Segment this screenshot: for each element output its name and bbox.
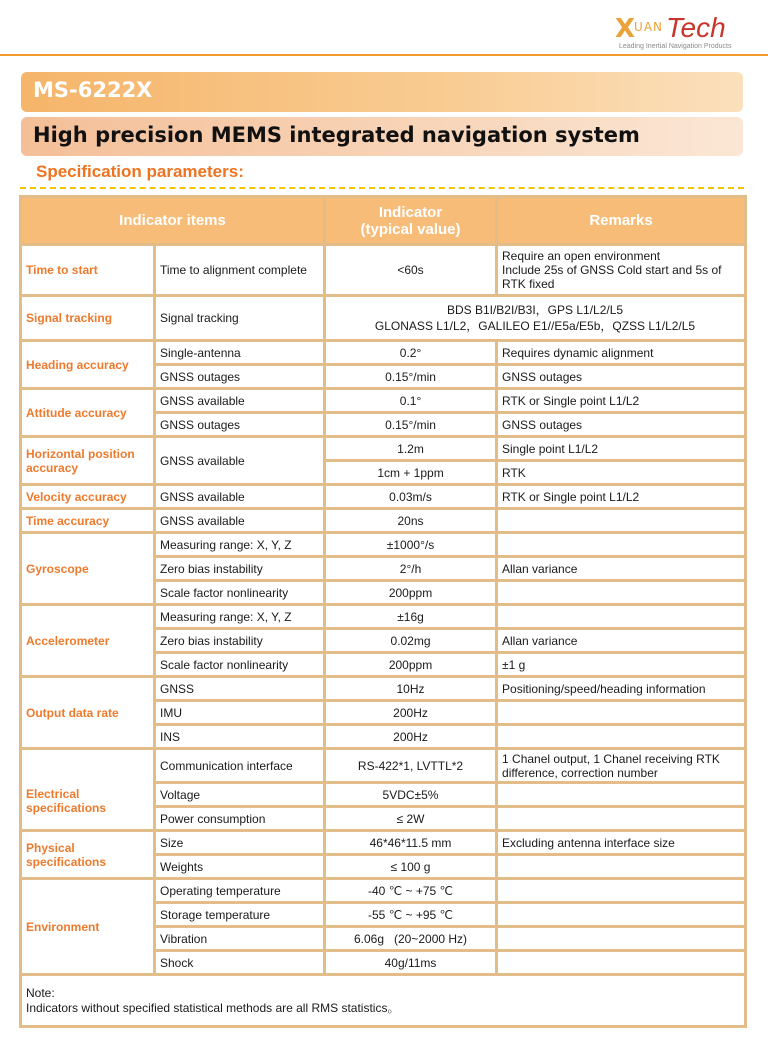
table-row (21, 245, 746, 296)
note-cell (21, 975, 746, 1027)
remark-cell (497, 245, 746, 296)
spec-heading: Specification parameters: (36, 162, 244, 181)
item-cell: Scale factor nonlinearity (155, 581, 325, 605)
remark-cell (497, 749, 746, 783)
title-banner (21, 117, 743, 156)
remark-cell: ±1 g (497, 653, 746, 677)
value-cell: 200Hz (325, 701, 497, 725)
table-row (21, 605, 746, 629)
category-cell (21, 749, 155, 831)
logo-tech-text: Tech (666, 12, 726, 43)
table-row (21, 485, 746, 509)
value-cell: ±1000°/s (325, 533, 497, 557)
item-cell: GNSS available (155, 485, 325, 509)
item-cell: Weights (155, 855, 325, 879)
remark-cell (497, 879, 746, 903)
header-remarks: Remarks (497, 197, 746, 245)
remark-line: RTK fixed (502, 277, 555, 291)
value-cell: 5VDC±5% (325, 783, 497, 807)
remark-cell (497, 855, 746, 879)
value-cell: 20ns (325, 509, 497, 533)
category-cell: Attitude accuracy (21, 389, 155, 437)
value-cell: 0.03m/s (325, 485, 497, 509)
remark-cell: Requires dynamic alignment (497, 341, 746, 365)
remark-cell: RTK or Single point L1/L2 (497, 485, 746, 509)
table-row (21, 879, 746, 903)
remark-cell (497, 605, 746, 629)
item-cell: GNSS (155, 677, 325, 701)
remark-line: Include 25s of GNSS Cold start and 5s of (502, 263, 722, 277)
table-row (21, 296, 746, 341)
item-cell: Time to alignment complete (155, 245, 325, 296)
item-cell: GNSS available (155, 437, 325, 485)
category-cell (21, 831, 155, 879)
value-cell: -40 ℃ ~ +75 ℃ (325, 879, 497, 903)
remark-cell: Excluding antenna interface size (497, 831, 746, 855)
category-line: Electrical (26, 786, 80, 801)
remark-cell (497, 701, 746, 725)
value-cell: -55 ℃ ~ +95 ℃ (325, 903, 497, 927)
xuantech-logo (615, 12, 745, 54)
model-name: MS-6222X (33, 78, 153, 102)
item-cell: Vibration (155, 927, 325, 951)
value-cell: ≤ 100 g (325, 855, 497, 879)
remark-cell: RTK or Single point L1/L2 (497, 389, 746, 413)
item-cell: GNSS outages (155, 413, 325, 437)
logo-x-mark: X (615, 14, 635, 44)
value-line: GLONASS L1/L2，GALILEO E1//E5a/E5b，QZSS L1/L2/L5 (374, 319, 696, 333)
value-cell: <60s (325, 245, 497, 296)
remark-cell: Allan variance (497, 557, 746, 581)
value-cell: 40g/11ms (325, 951, 497, 975)
category-cell: Gyroscope (21, 533, 155, 605)
category-line: Horizontal position (26, 446, 135, 461)
product-title: High precision MEMS integrated navigation system (33, 123, 640, 147)
category-line: specifications (26, 854, 107, 869)
item-cell: INS (155, 725, 325, 749)
item-cell: Power consumption (155, 807, 325, 831)
item-cell: Communication interface (155, 749, 325, 783)
item-cell: Signal tracking (155, 296, 325, 341)
table-header-row (21, 197, 746, 245)
item-cell: Zero bias instability (155, 557, 325, 581)
item-cell: IMU (155, 701, 325, 725)
note-text: Indicators without specified statistical methods are all RMS statistics。 (26, 1001, 400, 1015)
remark-cell (497, 533, 746, 557)
value-line: BDS B1I/B2I/B3I，GPS L1/L2/L5 (446, 303, 624, 317)
item-cell: GNSS outages (155, 365, 325, 389)
value-cell: 1cm + 1ppm (325, 461, 497, 485)
remark-cell (497, 807, 746, 831)
item-cell: Voltage (155, 783, 325, 807)
value-cell: 2°/h (325, 557, 497, 581)
remark-line: difference, correction number (502, 765, 658, 780)
item-cell: Measuring range: X, Y, Z (155, 605, 325, 629)
header-value-line1: Indicator (378, 203, 443, 221)
remark-cell: Allan variance (497, 629, 746, 653)
remark-cell (497, 951, 746, 975)
value-cell: ±16g (325, 605, 497, 629)
value-cell: RS-422*1, LVTTL*2 (325, 749, 497, 783)
category-cell: Velocity accuracy (21, 485, 155, 509)
table-row (21, 831, 746, 855)
value-cell: 0.1° (325, 389, 497, 413)
value-cell: 0.15°/min (325, 413, 497, 437)
remark-cell (497, 725, 746, 749)
remark-cell (497, 783, 746, 807)
remark-cell (497, 509, 746, 533)
value-cell: 200ppm (325, 653, 497, 677)
remark-cell: GNSS outages (497, 365, 746, 389)
category-cell (21, 437, 155, 485)
value-cell: 200ppm (325, 581, 497, 605)
item-cell: Shock (155, 951, 325, 975)
logo-uan-text: UAN (634, 20, 664, 34)
item-cell: Size (155, 831, 325, 855)
table-row (21, 437, 746, 461)
item-cell: Operating temperature (155, 879, 325, 903)
model-banner (21, 72, 743, 112)
table-row (21, 749, 746, 783)
category-line: Physical (26, 840, 75, 855)
note-label: Note: (26, 986, 55, 1000)
logo-tagline: Leading Inertial Navigation Products (619, 43, 732, 50)
remark-line: Require an open environment (502, 249, 661, 263)
dashed-divider (20, 187, 744, 189)
table-row (21, 389, 746, 413)
category-cell: Time to start (21, 245, 155, 296)
remark-cell (497, 581, 746, 605)
header-divider (0, 54, 768, 56)
value-cell: 200Hz (325, 725, 497, 749)
header-indicator-value (325, 197, 497, 245)
remark-cell: Positioning/speed/heading information (497, 677, 746, 701)
value-cell: 46*46*11.5 mm (325, 831, 497, 855)
item-cell: Storage temperature (155, 903, 325, 927)
category-line: accuracy (26, 460, 79, 475)
value-cell: 6.06g (20~2000 Hz) (325, 927, 497, 951)
item-cell: GNSS available (155, 389, 325, 413)
category-cell: Accelerometer (21, 605, 155, 677)
table-row (21, 341, 746, 365)
header-value-line2: (typical value) (360, 220, 461, 238)
value-cell: 1.2m (325, 437, 497, 461)
spec-table (19, 195, 747, 1028)
table-row (21, 509, 746, 533)
remark-cell (497, 927, 746, 951)
value-cell: 0.02mg (325, 629, 497, 653)
remark-cell: GNSS outages (497, 413, 746, 437)
value-cell: 0.15°/min (325, 365, 497, 389)
note-row (21, 975, 746, 1027)
remark-cell: RTK (497, 461, 746, 485)
page-header (0, 0, 768, 56)
item-cell: Measuring range: X, Y, Z (155, 533, 325, 557)
remark-cell: Single point L1/L2 (497, 437, 746, 461)
remark-cell (497, 903, 746, 927)
category-cell: Output data rate (21, 677, 155, 749)
table-row (21, 677, 746, 701)
category-cell: Time accuracy (21, 509, 155, 533)
category-cell: Heading accuracy (21, 341, 155, 389)
table-row (21, 533, 746, 557)
item-cell: GNSS available (155, 509, 325, 533)
remark-line: 1 Chanel output, 1 Chanel receiving RTK (502, 751, 720, 766)
item-cell: Single-antenna (155, 341, 325, 365)
category-cell: Signal tracking (21, 296, 155, 341)
value-cell: 10Hz (325, 677, 497, 701)
item-cell: Zero bias instability (155, 629, 325, 653)
item-cell: Scale factor nonlinearity (155, 653, 325, 677)
header-indicator-items: Indicator items (21, 197, 325, 245)
value-cell (325, 296, 746, 341)
value-cell: 0.2° (325, 341, 497, 365)
category-cell: Environment (21, 879, 155, 975)
category-line: specifications (26, 800, 107, 815)
value-cell: ≤ 2W (325, 807, 497, 831)
